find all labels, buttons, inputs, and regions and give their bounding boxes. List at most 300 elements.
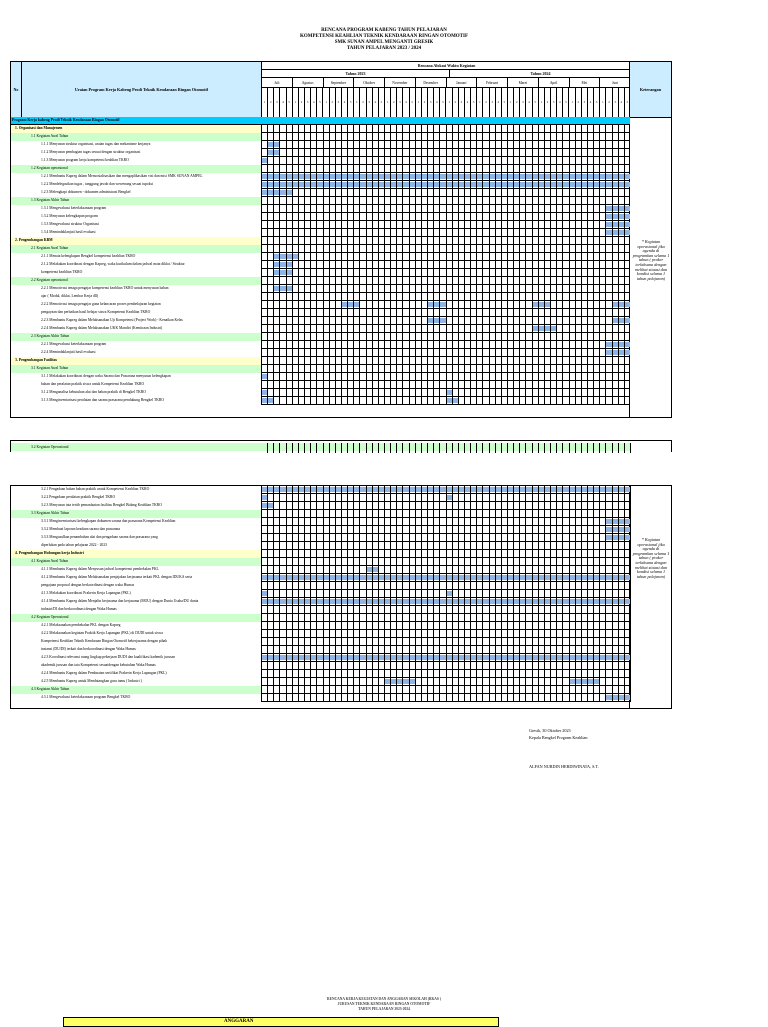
next-page-anggaran-box [63, 1017, 499, 1027]
week-header-cell: 3 [459, 88, 465, 117]
grid-line [569, 197, 570, 205]
grid-line [316, 662, 317, 670]
grid-line [310, 373, 311, 381]
grid-line [335, 181, 336, 189]
grid-line [415, 365, 416, 373]
grid-line [402, 582, 403, 590]
grid-line [359, 365, 360, 373]
grid-line [292, 189, 293, 197]
grid-line [433, 261, 434, 269]
grid-line [495, 598, 496, 606]
grid-line [519, 566, 520, 574]
grid-line [587, 494, 588, 502]
grid-line [323, 285, 324, 293]
grid-line [507, 486, 508, 494]
grid-line [495, 181, 496, 189]
grid-line [458, 590, 459, 598]
grid-line [378, 365, 379, 373]
grid-line [273, 670, 274, 678]
grid-line [446, 197, 447, 205]
grid-line [267, 654, 268, 662]
grid-line [482, 237, 483, 245]
grid-line [396, 245, 397, 253]
grid-line [470, 365, 471, 373]
grid-line [532, 638, 533, 646]
grid-line [310, 550, 311, 558]
grid-line [415, 261, 416, 269]
grid-line [433, 189, 434, 197]
grid-line [446, 133, 447, 141]
grid-line [482, 486, 483, 494]
grid-line [292, 157, 293, 165]
grid-line [439, 694, 440, 702]
grid-line [476, 694, 477, 702]
row-label: 3.1.3 Menginventarisasi peralatan dan sarana prasarana pendukung Bengkel TKRO [11, 397, 262, 405]
grid-line [366, 349, 367, 357]
grid-line [341, 574, 342, 582]
grid-line [286, 494, 287, 502]
grid-line [267, 598, 268, 606]
grid-line [427, 638, 428, 646]
grid-line [329, 261, 330, 269]
week-header-cell: 2 [422, 88, 428, 117]
grid-line [507, 293, 508, 301]
grid-line [341, 582, 342, 590]
grid-line [267, 317, 268, 325]
grid-line [544, 133, 545, 141]
subsection-row [11, 614, 631, 622]
grid-line [489, 149, 490, 157]
grid-line [439, 397, 440, 405]
grid-line [452, 486, 453, 494]
grid-line [409, 309, 410, 317]
grid-line [550, 229, 551, 237]
grid-line [538, 494, 539, 502]
grid-line [562, 357, 563, 365]
grid-line [310, 253, 311, 261]
grid-line [378, 558, 379, 566]
grid-line [353, 486, 354, 494]
grid-line [569, 317, 570, 325]
grid-line [298, 494, 299, 502]
grid-line [273, 558, 274, 566]
grid-line [612, 694, 613, 702]
grid-line [335, 349, 336, 357]
grid-line [421, 397, 422, 405]
grid-line [310, 285, 311, 293]
grid-line [482, 510, 483, 518]
grid-line [409, 598, 410, 606]
grid-line [415, 654, 416, 662]
grid-line [310, 654, 311, 662]
grid-line [384, 381, 385, 389]
grid-line [378, 389, 379, 397]
grid-line [599, 181, 600, 189]
grid-line [390, 125, 391, 133]
grid-line [292, 582, 293, 590]
grid-line [599, 165, 600, 173]
grid-line [415, 205, 416, 213]
grid-line [452, 443, 453, 453]
grid-line [476, 301, 477, 309]
grid-line [562, 317, 563, 325]
grid-line [489, 662, 490, 670]
grid-line [384, 133, 385, 141]
grid-line [323, 277, 324, 285]
grid-line [599, 381, 600, 389]
week-header-cell: 2 [576, 88, 582, 117]
grid-line [366, 670, 367, 678]
grid-line [519, 518, 520, 526]
grid-line [575, 494, 576, 502]
grid-line [470, 582, 471, 590]
grid-line [507, 614, 508, 622]
grid-line [575, 686, 576, 694]
grid-line [341, 213, 342, 221]
grid-line [316, 261, 317, 269]
grid-line [298, 357, 299, 365]
grid-line [353, 301, 354, 309]
grid-line [421, 510, 422, 518]
grid-line [396, 181, 397, 189]
grid-line [396, 293, 397, 301]
grid-line [292, 518, 293, 526]
grid-line [415, 229, 416, 237]
grid-line [575, 542, 576, 550]
grid-line [575, 373, 576, 381]
grid-line [433, 526, 434, 534]
grid-line [273, 630, 274, 638]
grid-line [304, 237, 305, 245]
grid-line [458, 558, 459, 566]
grid-line [273, 221, 274, 229]
grid-line [513, 502, 514, 510]
grid-line [525, 365, 526, 373]
grid-line [372, 582, 373, 590]
grid-line [329, 638, 330, 646]
grid-line [390, 301, 391, 309]
grid-line [353, 157, 354, 165]
grid-line [482, 229, 483, 237]
grid-line [464, 189, 465, 197]
grid-line [581, 333, 582, 341]
grid-line [495, 365, 496, 373]
grid-line [353, 638, 354, 646]
grid-line [372, 510, 373, 518]
grid-line [593, 253, 594, 261]
grid-line [292, 558, 293, 566]
grid-line [323, 301, 324, 309]
grid-line [556, 582, 557, 590]
grid-line [298, 670, 299, 678]
grid-line [519, 494, 520, 502]
grid-line [292, 173, 293, 181]
grid-line [347, 141, 348, 149]
grid-line [464, 293, 465, 301]
grid-line [544, 181, 545, 189]
grid-line [489, 197, 490, 205]
grid-line [495, 662, 496, 670]
grid-line [575, 662, 576, 670]
grid-line [279, 630, 280, 638]
grid-line [390, 269, 391, 277]
grid-line [556, 309, 557, 317]
grid-line [402, 213, 403, 221]
month-header-september: September [324, 78, 355, 88]
grid-line [525, 494, 526, 502]
grid-line [482, 181, 483, 189]
grid-line [544, 397, 545, 405]
grid-line [544, 494, 545, 502]
grid-line [470, 622, 471, 630]
grid-line [347, 245, 348, 253]
grid-line [372, 397, 373, 405]
grid-line [581, 309, 582, 317]
grid-line [402, 269, 403, 277]
grid-line [427, 293, 428, 301]
grid-line [273, 341, 274, 349]
grid-line [618, 486, 619, 494]
grid-line [489, 502, 490, 510]
grid-line [347, 333, 348, 341]
grid-line [452, 165, 453, 173]
grid-line [532, 582, 533, 590]
grid-line [538, 301, 539, 309]
grid-line [267, 502, 268, 510]
grid-line [550, 365, 551, 373]
grid-line [439, 622, 440, 630]
grid-line [599, 221, 600, 229]
grid-line [433, 582, 434, 590]
grid-line [507, 341, 508, 349]
grid-line [550, 502, 551, 510]
grid-line [433, 277, 434, 285]
grid-line [329, 662, 330, 670]
grid-line [507, 694, 508, 702]
grid-line [501, 494, 502, 502]
grid-line [452, 662, 453, 670]
grid-line [433, 550, 434, 558]
grid-line [458, 149, 459, 157]
grid-line [495, 133, 496, 141]
grid-line [323, 614, 324, 622]
grid-line [562, 309, 563, 317]
grid-line [329, 646, 330, 654]
grid-line [452, 357, 453, 365]
grid-line [581, 341, 582, 349]
grid-line [569, 630, 570, 638]
grid-line [482, 149, 483, 157]
grid-line [569, 542, 570, 550]
grid-line [489, 301, 490, 309]
grid-line [353, 205, 354, 213]
grid-line [624, 510, 625, 518]
grid-line [489, 526, 490, 534]
grid-line [378, 189, 379, 197]
grid-line [292, 285, 293, 293]
grid-line [323, 526, 324, 534]
grid-line [612, 574, 613, 582]
grid-line [587, 149, 588, 157]
grid-line [415, 694, 416, 702]
grid-line [587, 141, 588, 149]
grid-line [390, 197, 391, 205]
grid-line [372, 301, 373, 309]
grid-line [372, 566, 373, 574]
grid-line [366, 622, 367, 630]
grid-line [495, 502, 496, 510]
grid-line [310, 301, 311, 309]
grid-line [458, 357, 459, 365]
grid-line [292, 317, 293, 325]
grid-line [525, 237, 526, 245]
table-row [11, 285, 631, 293]
grid-line [612, 261, 613, 269]
grid-line [513, 694, 514, 702]
grid-line [341, 277, 342, 285]
grid-line [605, 630, 606, 638]
grid-line [495, 534, 496, 542]
grid-line [575, 189, 576, 197]
grid-line [446, 550, 447, 558]
grid-line [519, 317, 520, 325]
grid-line [489, 678, 490, 686]
grid-line [624, 245, 625, 253]
grid-line [575, 141, 576, 149]
grid-line [267, 141, 268, 149]
grid-line [390, 694, 391, 702]
grid-line [304, 141, 305, 149]
grid-line [501, 397, 502, 405]
grid-line [323, 443, 324, 453]
grid-line [482, 357, 483, 365]
row-label: 4.1.3 Melakukan koordinasi Prakerin Kerja Lapangan (PKL) [11, 590, 262, 598]
table-row [11, 309, 631, 317]
grid-line [439, 133, 440, 141]
grid-line [378, 646, 379, 654]
grid-line [562, 494, 563, 502]
grid-line [562, 197, 563, 205]
grid-line [562, 542, 563, 550]
grid-line [390, 173, 391, 181]
grid-line [273, 301, 274, 309]
grid-line [409, 443, 410, 453]
grid-line [378, 133, 379, 141]
grid-line [624, 694, 625, 702]
grid-line [593, 221, 594, 229]
grid-line [329, 558, 330, 566]
grid-line [292, 197, 293, 205]
grid-line [476, 141, 477, 149]
grid-line [513, 494, 514, 502]
grid-line [298, 678, 299, 686]
grid-line [544, 317, 545, 325]
grid-line [427, 574, 428, 582]
table-row [11, 574, 631, 582]
grid-line [550, 542, 551, 550]
grid-line [575, 678, 576, 686]
grid-line [427, 510, 428, 518]
grid-line [599, 173, 600, 181]
grid-line [525, 638, 526, 646]
grid-line [495, 253, 496, 261]
week-header-cell: 2 [453, 88, 459, 117]
grid-line [538, 373, 539, 381]
grid-line [347, 389, 348, 397]
grid-line [556, 253, 557, 261]
grid-line [482, 325, 483, 333]
grid-line [507, 237, 508, 245]
grid-line [415, 181, 416, 189]
grid-line [489, 694, 490, 702]
grid-line [618, 494, 619, 502]
grid-line [421, 534, 422, 542]
grid-line [476, 285, 477, 293]
grid-line [396, 205, 397, 213]
grid-line [489, 654, 490, 662]
grid-line [347, 550, 348, 558]
row-label: 2. Pengembangan KBM [11, 237, 262, 245]
grid-line [310, 606, 311, 614]
grid-line [273, 309, 274, 317]
grid-line [489, 550, 490, 558]
grid-line [501, 237, 502, 245]
grid-line [384, 397, 385, 405]
schedule-bar [606, 695, 631, 700]
grid-line [544, 654, 545, 662]
grid-line [359, 149, 360, 157]
grid-line [482, 598, 483, 606]
grid-line [267, 197, 268, 205]
grid-line [476, 165, 477, 173]
grid-line [476, 670, 477, 678]
grid-line [292, 381, 293, 389]
grid-line [292, 606, 293, 614]
grid-line [569, 293, 570, 301]
grid-line [439, 654, 440, 662]
grid-line [304, 574, 305, 582]
grid-line [304, 389, 305, 397]
grid-line [562, 349, 563, 357]
grid-line [427, 349, 428, 357]
grid-line [279, 670, 280, 678]
grid-line [489, 133, 490, 141]
grid-line [378, 654, 379, 662]
grid-line [378, 590, 379, 598]
grid-line [458, 285, 459, 293]
grid-line [366, 443, 367, 453]
grid-line [605, 277, 606, 285]
grid-line [507, 173, 508, 181]
grid-line [532, 622, 533, 630]
grid-line [366, 133, 367, 141]
grid-line [366, 550, 367, 558]
schedule-bar [262, 655, 631, 660]
grid-line [286, 189, 287, 197]
grid-line [304, 301, 305, 309]
grid-line [390, 285, 391, 293]
grid-line [372, 165, 373, 173]
grid-line [409, 229, 410, 237]
grid-line [507, 606, 508, 614]
grid-line [366, 189, 367, 197]
grid-line [267, 309, 268, 317]
grid-line [452, 317, 453, 325]
grid-line [593, 309, 594, 317]
grid-line [310, 582, 311, 590]
grid-line [427, 526, 428, 534]
grid-line [556, 574, 557, 582]
